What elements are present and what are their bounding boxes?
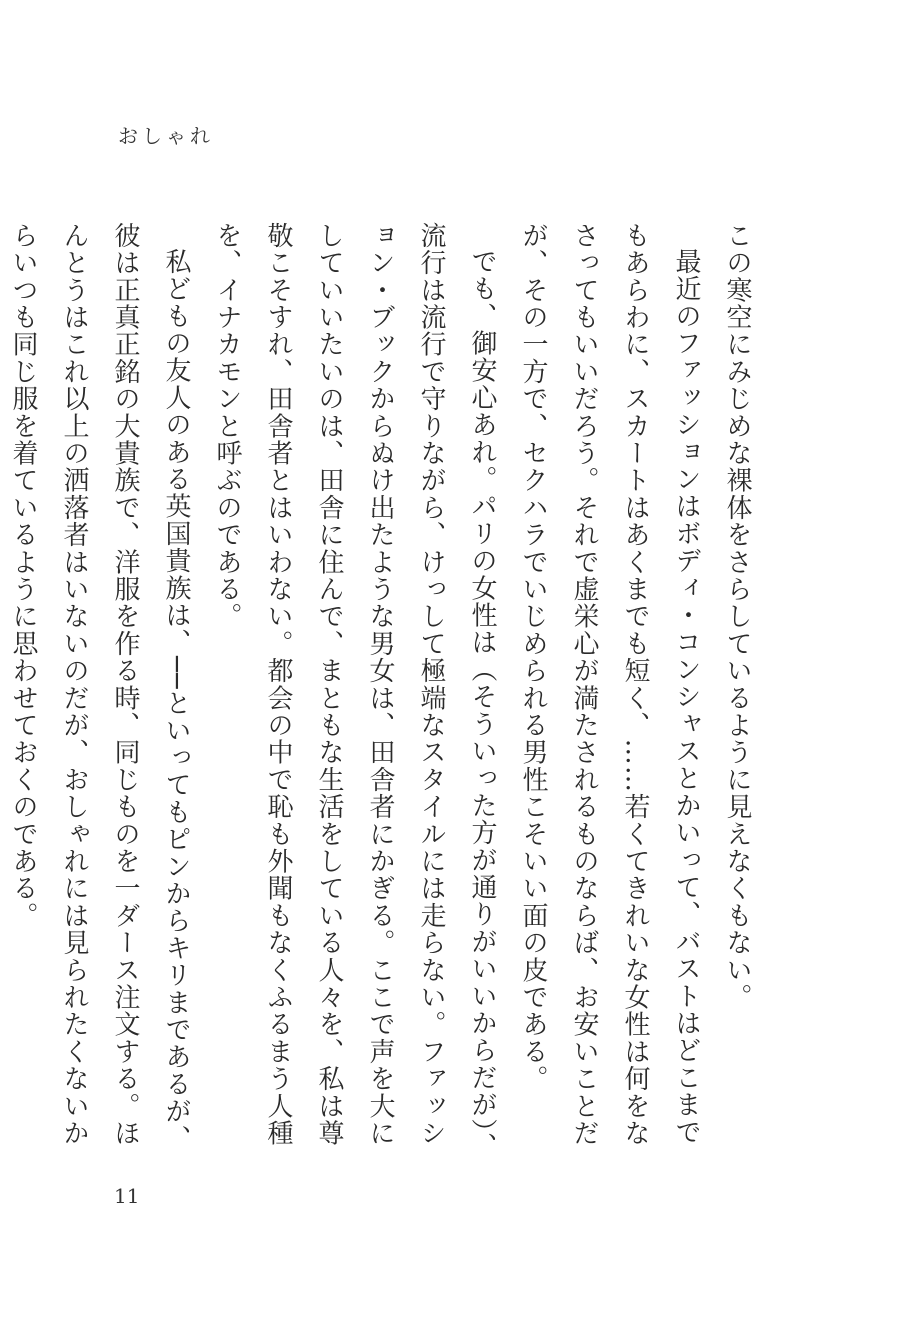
vertical-body-text [0,222,762,1162]
paragraph: この寒空にみじめな裸体をさらしているように見えなくもない。 [722,222,752,1011]
paragraph: 最近のファッションはボディ・コンシャスとかいって、バストはどこまでもあらわに、スカートはあくまでも短く、……若くてきれいな女性は何をなさってもいいだろう。それで虚栄心が満たされるものならば、お安いことだが、その一方で、セクハラでいじめられる男性こそいい面の皮である。 [518,222,701,1147]
page-number: 11 [114,1184,140,1208]
paragraph: でも、御安心あれ。パリの女性は（そういった方が通りがいいからだが）、流行は流行で守りながら、けっして極端なスタイルには走らない。ファッション・ブックからぬけ出たような男女は、田舎者にかぎる。ここで声を大にしていいたいのは、田舎に住んで、まともな生活をしている人々を、私は尊敬こそすれ、田舎者とはいわない。都会の中で恥も外聞もなくふるまう人種を、イナカモンと呼ぶのである。 [212,222,497,1160]
paragraph: 私どもの友人のある英国貴族は、──といってもピンからキリまであるが、彼は正真正銘の大貴族で、洋服を作る時、同じものを一ダース注文する。ほんとうはこれ以上の洒落者はいないのだが、おしゃれには見られたくないからいつも同じ服を着ているように思わせておくのである。 [8,222,191,1153]
running-title: おしゃれ [118,124,214,148]
